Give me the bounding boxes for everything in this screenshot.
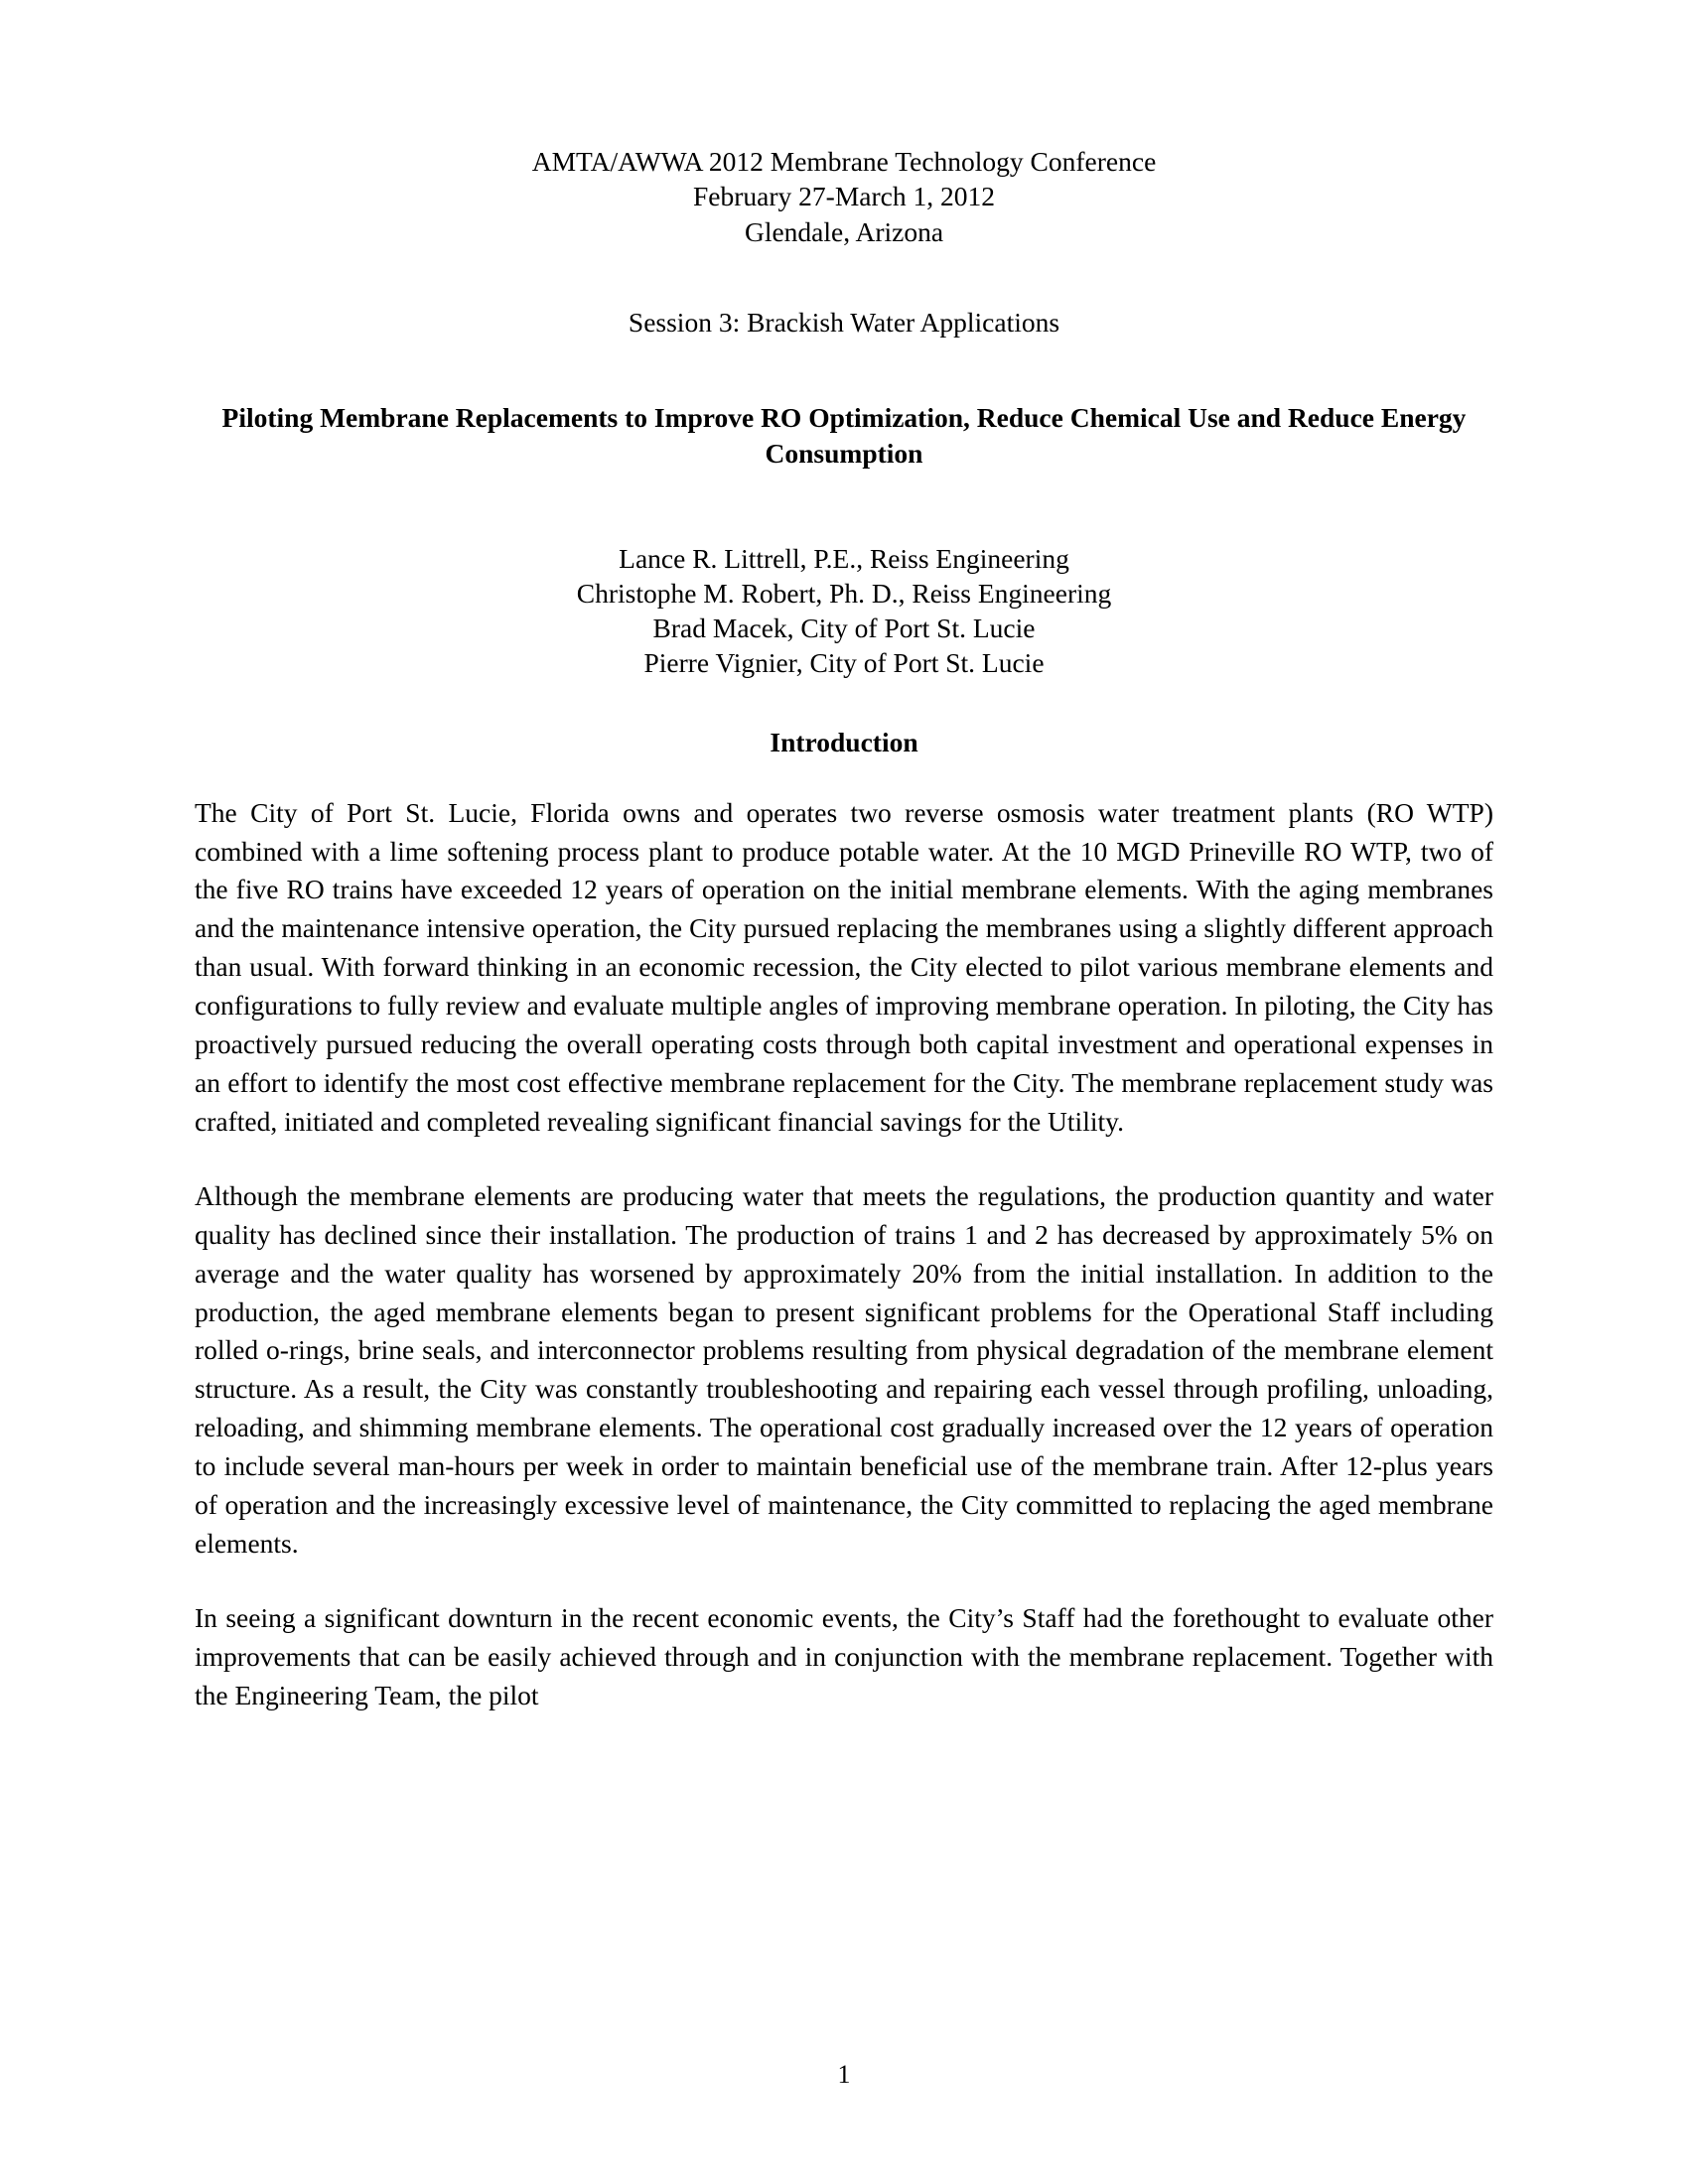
author-list <box>195 541 1493 681</box>
author-item: Lance R. Littrell, P.E., Reiss Engineering <box>619 542 1069 574</box>
page-number: 1 <box>837 2060 851 2089</box>
author-item: Pierre Vignier, City of Port St. Lucie <box>643 647 1045 679</box>
section-heading-introduction: Introduction <box>770 726 918 757</box>
session-title: Session 3: Brackish Water Applications <box>628 307 1060 339</box>
page-title: Piloting Membrane Replacements to Improve RO Optimization, Reduce Chemical Use and Reduce Energy Consumption <box>221 402 1467 470</box>
paragraph: In seeing a significant downturn in the recent economic events, the City’s Staff had the forethought to evaluate other improvements that can be easily achieved through and in conjunction with the membrane replacement. Together with the Engineering Team, the pilot <box>195 1601 1493 1710</box>
paragraph: The City of Port St. Lucie, Florida owns and operates two reverse osmosis water treatment plants (RO WTP) combined with a lime softening process plant to produce potable water. At the 10 MGD Prineville RO WTP, two of the five RO trains have exceeded 12 years of operation on the initial membrane elements. With the aging membranes and the maintenance intensive operation, the City pursued replacing the membranes using a slightly different approach than usual. With forward thinking in an economic recession, the City elected to pilot various membrane elements and configurations to fully review and evaluate multiple angles of improving membrane operation. In piloting, the City has proactively pursued reducing the overall operating costs through both capital investment and operational expenses in an effort to identify the most cost effective membrane replacement for the City. The membrane replacement study was crafted, initiated and completed revealing significant financial savings for the Utility. <box>195 796 1493 1137</box>
conference-location: Glendale, Arizona <box>744 215 944 247</box>
author-item: Christophe M. Robert, Ph. D., Reiss Engineering <box>576 578 1112 610</box>
conference-name: AMTA/AWWA 2012 Membrane Technology Conference <box>531 146 1157 177</box>
author-item: Brad Macek, City of Port St. Lucie <box>652 613 1036 644</box>
paragraph: Although the membrane elements are producing water that meets the regulations, the production quantity and water quality has declined since their installation. The production of trains 1 and 2 has decreased by approximately 5% on average and the water quality has worsened by approximately 20% from the initial installation. In addition to the production, the aged membrane elements began to present significant problems for the Operational Staff including rolled o-rings, brine seals, and interconnector problems resulting from physical degradation of the membrane element structure. As a result, the City was constantly troubleshooting and repairing each vessel through profiling, unloading, reloading, and shimming membrane elements. The operational cost gradually increased over the 12 years of operation to include several man-hours per week in order to maintain beneficial use of the membrane train. After 12-plus years of operation and the increasingly excessive level of maintenance, the City committed to replacing the aged membrane elements. <box>195 1179 1493 1559</box>
conference-header <box>195 144 1493 249</box>
conference-dates: February 27-March 1, 2012 <box>693 181 995 212</box>
